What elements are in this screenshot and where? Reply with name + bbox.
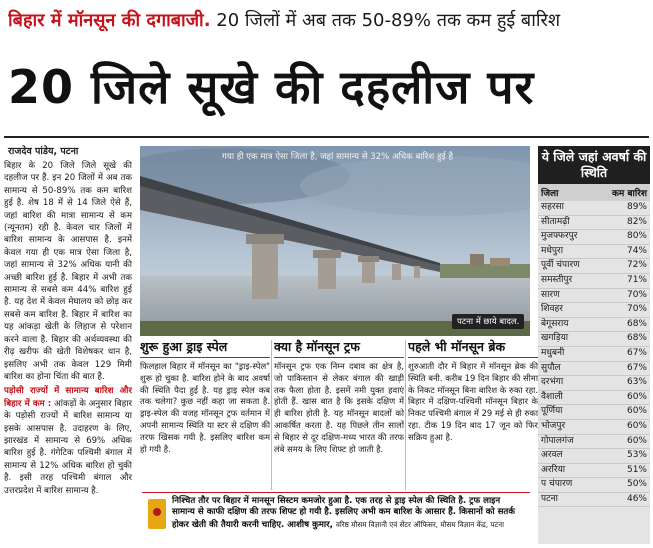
district-name: मुजफ्फरपुर [541, 231, 578, 242]
table-row [538, 420, 650, 435]
district-name: पटना [541, 493, 558, 504]
table-row [538, 318, 650, 333]
table-row [538, 376, 650, 391]
table-row [538, 216, 650, 231]
table-row [538, 391, 650, 406]
table-row [538, 245, 650, 260]
expert-quote [142, 492, 530, 545]
district-name: सहरसा [541, 202, 564, 212]
table-title: ये जिले जहां अवर्षा की स्थिति [538, 146, 650, 184]
district-name: बेगूसराय [541, 318, 569, 329]
district-name: गोपालगंज [541, 435, 574, 446]
district-name: सारण [541, 289, 560, 300]
rain-deficit-value: 53% [626, 450, 647, 461]
quote-author: आशीष कुमार, [287, 519, 333, 530]
district-name: समस्तीपुर [541, 274, 573, 285]
rain-deficit-value: 67% [626, 362, 647, 373]
table-row [538, 478, 650, 493]
byline: राजदेव पांडेय, पटना [8, 146, 79, 157]
col-value: कम बारिश [611, 189, 647, 199]
rain-deficit-value: 70% [626, 304, 647, 315]
rain-deficit-value: 71% [626, 274, 647, 285]
district-name: खगड़िया [541, 333, 569, 344]
bridge-photo [140, 146, 530, 336]
district-name: अरवल [541, 450, 563, 461]
district-name: शिवहर [541, 304, 563, 315]
table-row [538, 332, 650, 347]
table-row [538, 464, 650, 479]
districts-table [538, 146, 650, 544]
rain-deficit-value: 50% [626, 479, 647, 490]
column-divider [271, 340, 272, 490]
left-subhead-para [4, 385, 132, 497]
section-body: मॉनसून ट्रफ एक निम्न दबाव का क्षेत्र है, जो पाकिस्तान से लेकर बंगाल की खाड़ी तक फैला होता है. इसमें नमी युक्त हवाएं होती हैं. खास बात है कि इसके दक्षिण में ही बारिश होती है. यह मॉनसून बादलों को आकर्षित करता है. यह पिछले तीन सालों से बिहार से दूर दक्षिण-मध्य भारत की तरफ लंबे समय के लिए शिफ्ट हो जाती है. [274, 361, 404, 454]
section-body: शुरुआती दौर में बिहार में मॉनसून ब्रेक की स्थिति बनी. करीब 19 दिन बिहार की सीमा के निकट मॉनसून बिना बारिश के रुका रहा. बिहार में दक्षिण-पश्चिमी मॉनसून बिहार के निकट पश्चिमी बंगाल में 29 मई से ही रुका रहा. टीक 19 दिन बाद 17 जून को फिर सक्रिय हुआ है. [408, 361, 538, 442]
district-name: मधेपुरा [541, 245, 564, 256]
left-subhead: पड़ोसी राज्यों में सामान्य बारिश और बिहार में कम : [4, 386, 132, 409]
table-row [538, 230, 650, 245]
photo-label: पटना में छाये बादल. [452, 314, 524, 329]
table-rows [538, 201, 650, 507]
district-name: प चंपारण [541, 479, 573, 490]
table-header [538, 184, 650, 201]
headline-red: बिहार में मॉनसून की दगाबाजी. [8, 10, 211, 31]
rain-deficit-value: 60% [626, 391, 647, 402]
headline-rest: 20 जिलों में अब तक 50-89% तक कम हुई बारिश [216, 10, 561, 31]
rain-deficit-value: 72% [626, 260, 647, 271]
rain-deficit-value: 68% [626, 333, 647, 344]
quote-author-role: वरिष्ठ मौसम विज्ञानी एवं सेंटर ऑफिसर, मौसम विज्ञान केंद्र, पटना [335, 519, 504, 529]
district-name: सीतामढ़ी [541, 216, 570, 227]
rain-deficit-value: 68% [626, 318, 647, 329]
rain-deficit-value: 46% [626, 493, 647, 504]
col-district: जिला [541, 189, 559, 199]
section-title: पहले भी मॉनसून ब्रेक [408, 338, 538, 358]
rain-deficit-value: 70% [626, 289, 647, 300]
section-monsoon-break [408, 338, 538, 492]
rain-deficit-value: 80% [626, 231, 647, 242]
quote-text: निश्चित तौर पर बिहार में मानसून सिस्टम कमजोर हुआ है. एक तरह से ड्राइ स्पेल की स्थिति है. ट्रफ लाइन सामान्य से काफी दक्षिण की तरफ शिफ्ट हो गयी है. इसलिए अभी कम बारिश के आसार हैं. किसानों को सतर्क होकर खेती की तैयारी करनी चाहिए. [172, 496, 515, 530]
headline [8, 6, 648, 36]
district-name: दरभंगा [541, 377, 564, 388]
rain-deficit-value: 60% [626, 420, 647, 431]
section-monsoon-trough [274, 338, 404, 492]
main-title: 20 जिले सूखे की दहलीज पर [8, 60, 535, 114]
table-row [538, 435, 650, 450]
rain-deficit-value: 67% [626, 347, 647, 358]
left-body2: आंकड़ों के अनुसार बिहार के पड़ोसी राज्यों में बारिश सामान्य या इसके आसपास है. उदाहरण के लिए, झारखंड में सामान्य से 69% अधिक बारिश हुई है. गंगेटिक पश्चिमी बंगाल में सामान्य से 12% अधिक बारिश हो चुकी है. इसी तरह पश्चिमी बंगाल और उत्तरप्रदेश में बारिश सामान्य है. [4, 398, 132, 496]
rain-deficit-value: 60% [626, 406, 647, 417]
quote-icon [148, 499, 166, 529]
district-name: मधुबनी [541, 347, 565, 358]
photo-caption: गया ही एक मात्र ऐसा जिला है, जहां सामान्य से 32% अधिक बारिश हुई है [222, 152, 454, 162]
rain-deficit-value: 89% [626, 202, 647, 212]
column-divider [405, 340, 406, 490]
section-body: फिलहाल बिहार में मॉनसून का "ड्राइ-स्पेल" शुरू हो चुका है. बारिश होने के बाद अवर्षा की स्थिति पैदा हुई है. यह ड्राइ स्पेल कब तक चलेगा? कुछ नहीं कहा जा सकता है. ड्राइ-स्पेल की वजह मॉनसून ट्रफ वर्तमान में अपनी सामान्य स्थिति या स्टर से दक्षिण की तरफ खिसक गयी है. इसलिए बारिश कम हो गयी है. [140, 361, 270, 454]
table-row [538, 289, 650, 304]
district-name: वैशाली [541, 391, 563, 402]
table-row [538, 347, 650, 362]
table-row [538, 449, 650, 464]
section-dry-spell [140, 338, 270, 492]
left-column [4, 160, 132, 544]
district-name: भोजपुर [541, 420, 566, 431]
table-row [538, 405, 650, 420]
rain-deficit-value: 74% [626, 245, 647, 256]
rain-deficit-value: 51% [626, 464, 647, 475]
district-name: अररिया [541, 464, 566, 475]
rain-deficit-value: 82% [626, 216, 647, 227]
district-name: पूर्णिया [541, 406, 563, 417]
district-name: सुपौल [541, 362, 561, 373]
rain-deficit-value: 60% [626, 435, 647, 446]
section-title: क्या है मॉनसून ट्रफ [274, 338, 404, 358]
district-name: पूर्वी चंपारण [541, 260, 580, 271]
table-row [538, 303, 650, 318]
quote-text-block [172, 496, 526, 531]
left-intro: बिहार के 20 जिले जिले सूखे की दहलीज पर हैं. इन 20 जिलों में अब तक सामान्य से 50-89% तक कम बारिश हुई है. शेष 18 में से 14 जिले ऐसे हैं, जहां बारिश की मात्रा सामान्य से कम (न्यूनतम) रही है. केवल चार जिलों में बारिश सामान्य के आसपास है. इनमें केवल गया ही एक मात्र ऐसा जिला है, जहां सामान्य से 32% अधिक यानी की अच्छी बारिश हुई है. बिहार में अभी तक सामान्य से सबसे कम 44% बारिश हुई है. यह देश में केवल मेघालय को छोड़ कर सबसे कम बारिश है. बिहार में बारिश का यह आंकड़ा खेती के लिहाज से परेशान करने वाला है. बिहार की अर्थव्यवस्था की रीढ़ खरीफ की खेती विशेषकर धान है, इसलिए अभी तक केवल 129 मिमी बारिश का होना चिंता की बात है. [4, 161, 132, 382]
table-row [538, 259, 650, 274]
table-row [538, 274, 650, 289]
section-title: शुरू हुआ ड्राइ स्पेल [140, 338, 270, 358]
table-row [538, 493, 650, 508]
rain-deficit-value: 63% [626, 377, 647, 388]
divider [4, 136, 649, 138]
table-row [538, 362, 650, 377]
table-row [538, 201, 650, 216]
